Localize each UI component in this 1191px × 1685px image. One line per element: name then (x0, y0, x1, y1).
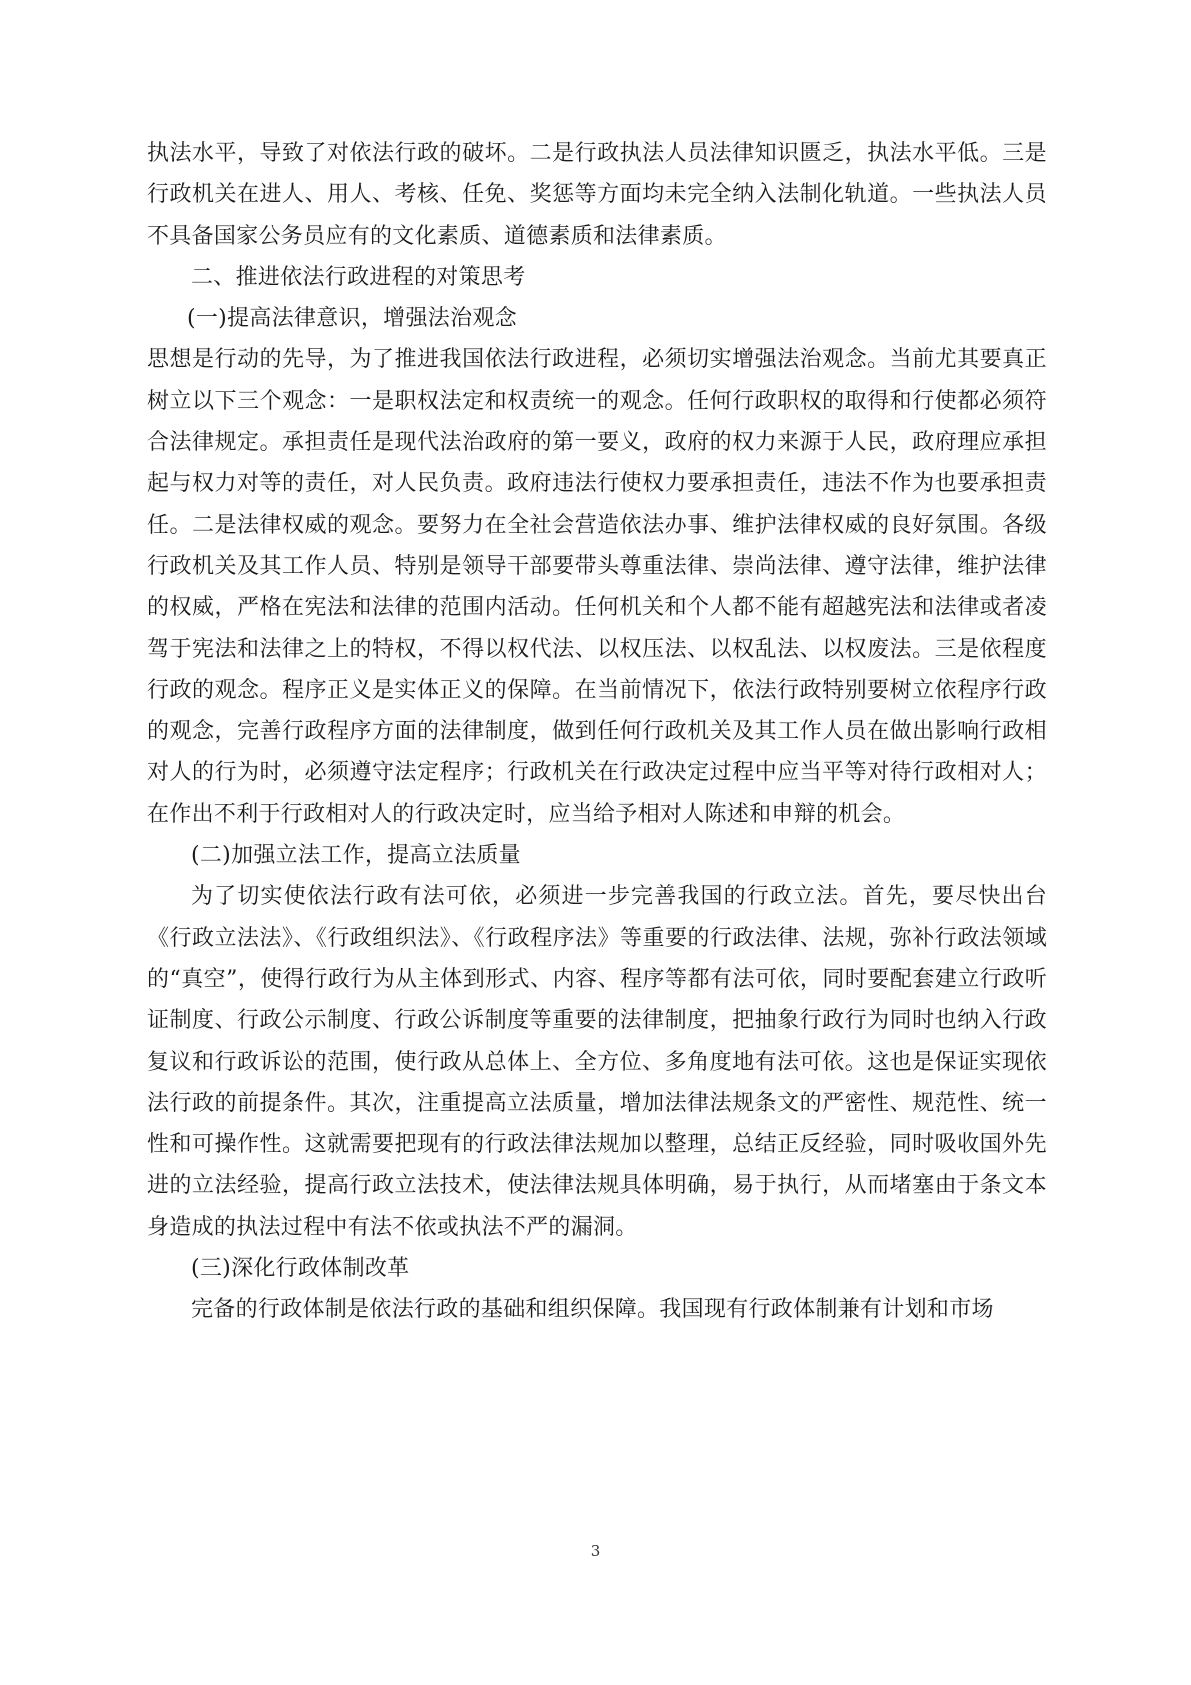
page-number: 3 (590, 1542, 601, 1560)
paragraph-legal-awareness: 思想是行动的先导，为了推进我国依法行政进程，必须切实增强法治观念。当前尤其要真正树立以下三个观念：一是职权法定和权责统一的观念。任何行政职权的取得和行使都必须符合法律规定。承担责任是现代法治政府的第一要义，政府的权力来源于人民，政府理应承担起与权力对等的责任，对人民负责。政府违法行使权力要承担责任，违法不作为也要承担责任。二是法律权威的观念。要努力在全社会营造依法办事、维护法律权威的良好氛围。各级行政机关及其工作人员、特别是领导干部要带头尊重法律、崇尚法律、遵守法律，维护法律的权威，严格在宪法和法律的范围内活动。任何机关和个人都不能有超越宪法和法律或者凌驾于宪法和法律之上的特权，不得以权代法、以权压法、以权乱法、以权废法。三是依程度行政的观念。程序正义是实体正义的保障。在当前情况下，依法行政特别要树立依程序行政的观念，完善行政程序方面的法律制度，做到任何行政机关及其工作人员在做出影响行政相对人的行为时，必须遵守法定程序；行政机关在行政决定过程中应当平等对待行政相对人；在作出不利于行政相对人的行政决定时，应当给予相对人陈述和申辩的机会。 (147, 347, 1047, 827)
document-body (147, 133, 1047, 1331)
paragraph-continuation: 执法水平，导致了对依法行政的破坏。二是行政执法人员法律知识匮乏，执法水平低。三是行政机关在进人、用人、考核、任免、奖惩等方面均未完全纳入法制化轨道。一些执法人员不具备国家公务员应有的文化素质、道德素质和法律素质。 (147, 141, 1047, 249)
subsection-heading-3: (三)深化行政体制改革 (191, 1256, 410, 1282)
subsection-heading-1: (一)提高法律意识，增强法治观念 (187, 306, 517, 332)
subsection-heading-2: (二)加强立法工作，提高立法质量 (191, 843, 521, 869)
paragraph-legislation: 为了切实使依法行政有法可依，必须进一步完善我国的行政立法。首先，要尽快出台《行政立法法》、《行政组织法》、《行政程序法》等重要的行政法律、法规，弥补行政法领域的“真空”，使得行政行为从主体到形式、内容、程序等都有法可依，同时要配套建立行政听证制度、行政公示制度、行政公诉制度等重要的法律制度，把抽象行政行为同时也纳入行政复议和行政诉讼的范围，使行政从总体上、全方位、多角度地有法可依。这也是保证实现依法行政的前提条件。其次，注重提高立法质量，增加法律法规条文的严密性、规范性、统一性和可操作性。这就需要把现有的行政法律法规加以整理，总结正反经验，同时吸收国外先进的立法经验，提高行政立法技术，使法律法规具体明确，易于执行，从而堵塞由于条文本身造成的执法过程中有法不依或执法不严的漏洞。 (147, 884, 1047, 1240)
section-heading-2: 二、推进依法行政进程的对策思考 (191, 264, 526, 290)
paragraph-administrative-reform: 完备的行政体制是依法行政的基础和组织保障。我国现有行政体制兼有计划和市场 (191, 1297, 994, 1323)
